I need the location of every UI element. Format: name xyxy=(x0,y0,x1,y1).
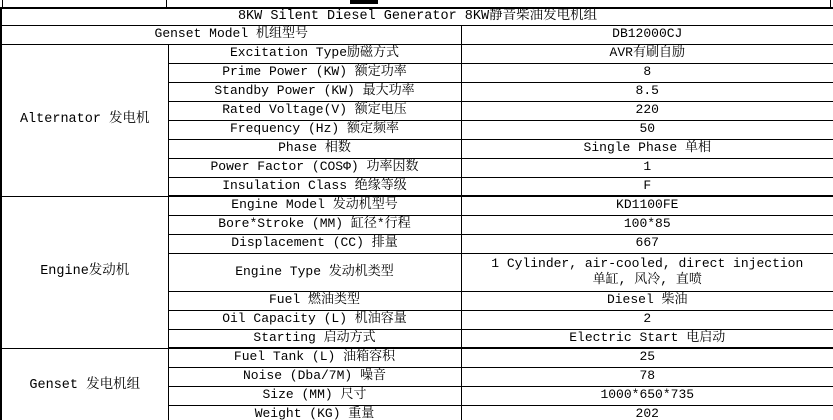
row-label: Weight (KG) 重量 xyxy=(168,405,461,420)
row-value: 202 xyxy=(461,405,833,420)
row-label: Power Factor (COSΦ) 功率因数 xyxy=(168,158,461,177)
row-label: Fuel Tank (L) 油箱容积 xyxy=(168,348,461,367)
row-value: KD1100FE xyxy=(461,196,833,215)
cutoff-row-strip xyxy=(0,0,833,7)
row-value: 667 xyxy=(461,234,833,253)
row-value: 1 xyxy=(461,158,833,177)
row-value: AVR有刷自励 xyxy=(461,44,833,63)
cutoff-black-cell-fragment xyxy=(350,0,378,4)
engine-type-line1: 1 Cylinder, air-cooled, direct injection xyxy=(491,255,804,271)
row-label: Excitation Type励磁方式 xyxy=(168,44,461,63)
row-label: Engine Type 发动机类型 xyxy=(168,253,461,291)
table-row xyxy=(1,8,833,25)
row-label: Phase 相数 xyxy=(168,139,461,158)
row-value: F xyxy=(461,177,833,196)
row-label: Insulation Class 绝缘等级 xyxy=(168,177,461,196)
table-row xyxy=(1,44,833,63)
row-value xyxy=(461,253,833,291)
table-row xyxy=(1,196,833,215)
strip-left-border xyxy=(2,0,3,7)
strip-col-divider xyxy=(166,0,167,7)
row-label: Rated Voltage(V) 额定电压 xyxy=(168,101,461,120)
section-label-engine: Engine发动机 xyxy=(1,196,168,348)
strip-right-border xyxy=(830,0,831,7)
engine-type-line2: 单缸, 风冷, 直喷 xyxy=(592,272,702,288)
table-row xyxy=(1,348,833,367)
table-title: 8KW Silent Diesel Generator 8KW静音柴油发电机组 xyxy=(1,8,833,25)
row-label: Prime Power (KW) 额定功率 xyxy=(168,63,461,82)
row-value: 78 xyxy=(461,367,833,386)
row-label: Bore*Stroke (MM) 缸径*行程 xyxy=(168,215,461,234)
row-label: Noise (Dba/7M) 噪音 xyxy=(168,367,461,386)
model-value: DB12000CJ xyxy=(461,25,833,44)
row-label: Oil Capacity (L) 机油容量 xyxy=(168,310,461,329)
row-label: Displacement (CC) 排量 xyxy=(168,234,461,253)
row-label: Fuel 燃油类型 xyxy=(168,291,461,310)
row-value: 8 xyxy=(461,63,833,82)
row-label: Size (MM) 尺寸 xyxy=(168,386,461,405)
row-label: Engine Model 发动机型号 xyxy=(168,196,461,215)
model-label: Genset Model 机组型号 xyxy=(1,25,461,44)
table-row xyxy=(1,25,833,44)
row-value: Single Phase 单相 xyxy=(461,139,833,158)
row-label: Frequency (Hz) 额定频率 xyxy=(168,120,461,139)
row-value: Diesel 柴油 xyxy=(461,291,833,310)
row-label: Standby Power (KW) 最大功率 xyxy=(168,82,461,101)
row-value: 25 xyxy=(461,348,833,367)
section-label-alternator: Alternator 发电机 xyxy=(1,44,168,196)
section-label-genset: Genset 发电机组 xyxy=(1,348,168,420)
row-value: 2 xyxy=(461,310,833,329)
row-value: Electric Start 电启动 xyxy=(461,329,833,348)
row-label: Starting 启动方式 xyxy=(168,329,461,348)
row-value: 1000*650*735 xyxy=(461,386,833,405)
row-value: 220 xyxy=(461,101,833,120)
row-value: 100*85 xyxy=(461,215,833,234)
row-value: 50 xyxy=(461,120,833,139)
row-value: 8.5 xyxy=(461,82,833,101)
generator-spec-table xyxy=(0,7,833,420)
